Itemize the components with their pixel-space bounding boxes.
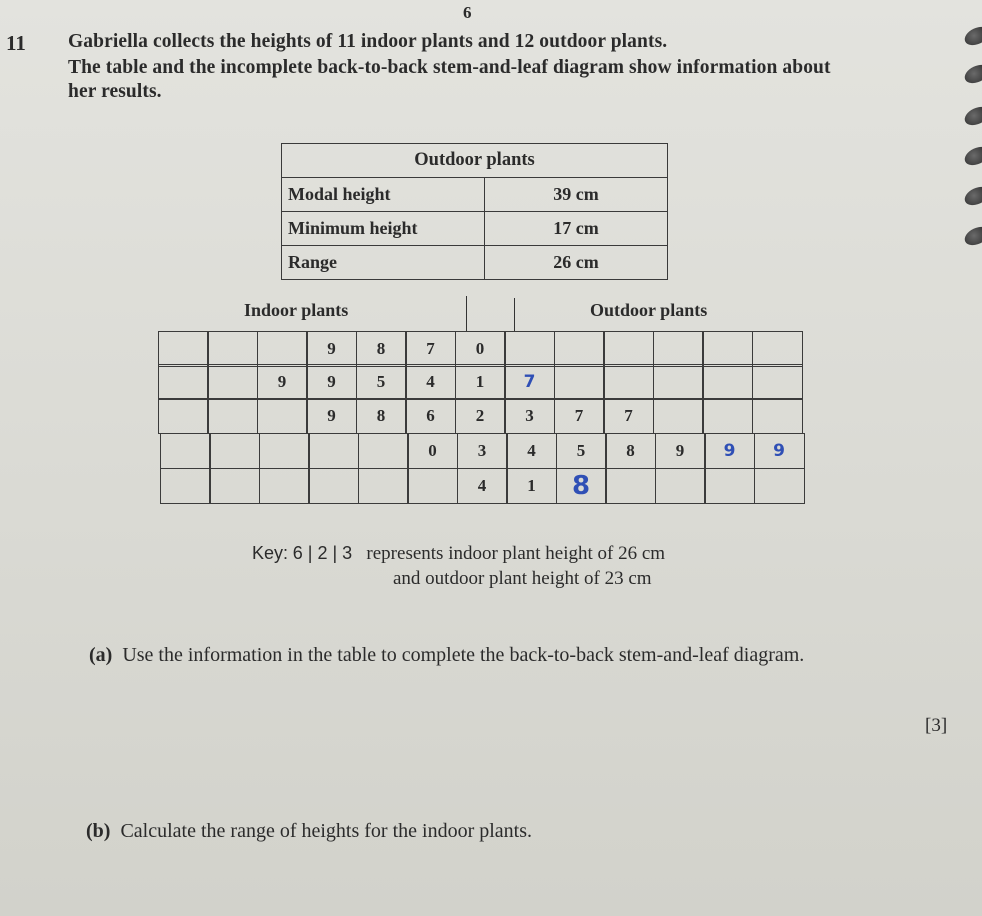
question-intro-line-2: The table and the incomplete back-to-back stem-and-leaf diagram show information about <box>68 57 831 78</box>
stem-cell: 2 <box>455 398 506 434</box>
header-divider <box>514 298 515 332</box>
empty-leaf-cell <box>603 331 654 367</box>
empty-leaf-cell <box>702 364 753 400</box>
empty-leaf-cell <box>752 331 803 367</box>
indoor-leaf-cell: 8 <box>356 331 407 367</box>
empty-leaf-cell <box>653 364 704 400</box>
summary-row-value: 17 cm <box>485 212 668 246</box>
empty-leaf-cell <box>160 468 211 504</box>
part-a-text: Use the information in the table to complete the back-to-back stem-and-leaf diagram. <box>122 644 805 666</box>
empty-leaf-cell <box>207 331 258 367</box>
key-description-1: represents indoor plant height of 26 cm <box>366 543 666 564</box>
empty-leaf-cell <box>752 364 803 400</box>
key-line <box>252 543 665 565</box>
empty-leaf-cell <box>702 398 753 434</box>
summary-row-label: Modal height <box>282 178 485 212</box>
question-intro-line-1: Gabriella collects the heights of 11 indoor plants and 12 outdoor plants. <box>68 31 668 52</box>
key-label: Key: <box>252 543 289 563</box>
empty-leaf-cell <box>158 364 209 400</box>
handwritten-leaf-cell: 7 <box>504 364 555 400</box>
summary-table-title: Outdoor plants <box>282 144 668 178</box>
stem-leaf-row <box>159 331 803 367</box>
part-a-label: (a) <box>89 644 113 666</box>
part-b-text: Calculate the range of heights for the indoor plants. <box>120 820 532 842</box>
indoor-leaf-cell: 7 <box>405 331 456 367</box>
empty-leaf-cell <box>308 468 359 504</box>
indoor-leaf-cell: 9 <box>306 364 357 400</box>
empty-leaf-cell <box>653 398 704 434</box>
empty-leaf-cell <box>605 468 656 504</box>
empty-leaf-cell <box>160 433 211 469</box>
empty-leaf-cell <box>308 433 359 469</box>
stem-leaf-row <box>161 433 805 469</box>
part-b-label: (b) <box>86 820 111 842</box>
empty-leaf-cell <box>655 468 706 504</box>
handwritten-leaf-cell: 9 <box>704 433 755 469</box>
part-a-marks: [3] <box>925 715 948 736</box>
empty-leaf-cell <box>259 468 310 504</box>
summary-row-modal <box>282 178 668 212</box>
summary-row-value: 39 cm <box>485 178 668 212</box>
empty-leaf-cell <box>653 331 704 367</box>
empty-leaf-cell <box>407 468 458 504</box>
indoor-plants-header: Indoor plants <box>244 300 349 320</box>
empty-leaf-cell <box>209 433 260 469</box>
page-number: 6 <box>463 3 472 22</box>
stem-leaf-row <box>159 398 803 434</box>
outdoor-leaf-cell: 4 <box>506 433 557 469</box>
empty-leaf-cell <box>603 364 654 400</box>
indoor-leaf-cell: 9 <box>257 364 308 400</box>
stem-cell: 3 <box>457 433 508 469</box>
question-intro-line-3: her results. <box>68 81 162 102</box>
indoor-leaf-cell: 9 <box>306 331 357 367</box>
indoor-leaf-cell: 5 <box>356 364 407 400</box>
outdoor-leaf-cell: 1 <box>506 468 557 504</box>
indoor-leaf-cell: 0 <box>407 433 458 469</box>
stem-cell: 1 <box>455 364 506 400</box>
question-number: 11 <box>6 31 26 55</box>
indoor-leaf-cell: 4 <box>405 364 456 400</box>
empty-leaf-cell <box>702 331 753 367</box>
header-divider <box>466 296 467 332</box>
stem-leaf-row <box>161 468 805 504</box>
outdoor-leaf-cell: 7 <box>603 398 654 434</box>
summary-row-label: Minimum height <box>282 212 485 246</box>
outdoor-plants-header: Outdoor plants <box>590 300 708 320</box>
indoor-leaf-cell: 8 <box>356 398 407 434</box>
part-a <box>89 644 804 667</box>
outdoor-summary-table <box>281 143 668 280</box>
empty-leaf-cell <box>259 433 310 469</box>
indoor-leaf-cell: 6 <box>405 398 456 434</box>
key-description-2: and outdoor plant height of 23 cm <box>393 568 652 589</box>
key-example: 6 | 2 | 3 <box>292 543 353 563</box>
stem-leaf-row <box>159 364 803 400</box>
outdoor-leaf-cell: 7 <box>554 398 605 434</box>
handwritten-leaf-cell: 9 <box>754 433 805 469</box>
outdoor-leaf-cell: 3 <box>504 398 555 434</box>
empty-leaf-cell <box>754 468 805 504</box>
summary-row-label: Range <box>282 246 485 280</box>
outdoor-leaf-cell: 9 <box>655 433 706 469</box>
stem-cell: 0 <box>455 331 506 367</box>
empty-leaf-cell <box>257 331 308 367</box>
empty-leaf-cell <box>207 398 258 434</box>
empty-leaf-cell <box>554 364 605 400</box>
empty-leaf-cell <box>358 468 409 504</box>
summary-row-value: 26 cm <box>485 246 668 280</box>
indoor-leaf-cell: 9 <box>306 398 357 434</box>
empty-leaf-cell <box>158 398 209 434</box>
outdoor-leaf-cell: 8 <box>605 433 656 469</box>
stem-cell: 4 <box>457 468 508 504</box>
empty-leaf-cell <box>752 398 803 434</box>
handwritten-leaf-cell: 8 <box>556 468 607 504</box>
empty-leaf-cell <box>209 468 260 504</box>
empty-leaf-cell <box>554 331 605 367</box>
empty-leaf-cell <box>358 433 409 469</box>
empty-leaf-cell <box>207 364 258 400</box>
part-b <box>86 820 532 843</box>
summary-row-range <box>282 246 668 280</box>
summary-row-minimum <box>282 212 668 246</box>
empty-leaf-cell <box>704 468 755 504</box>
empty-leaf-cell <box>504 331 555 367</box>
empty-leaf-cell <box>257 398 308 434</box>
outdoor-leaf-cell: 5 <box>556 433 607 469</box>
empty-leaf-cell <box>158 331 209 367</box>
